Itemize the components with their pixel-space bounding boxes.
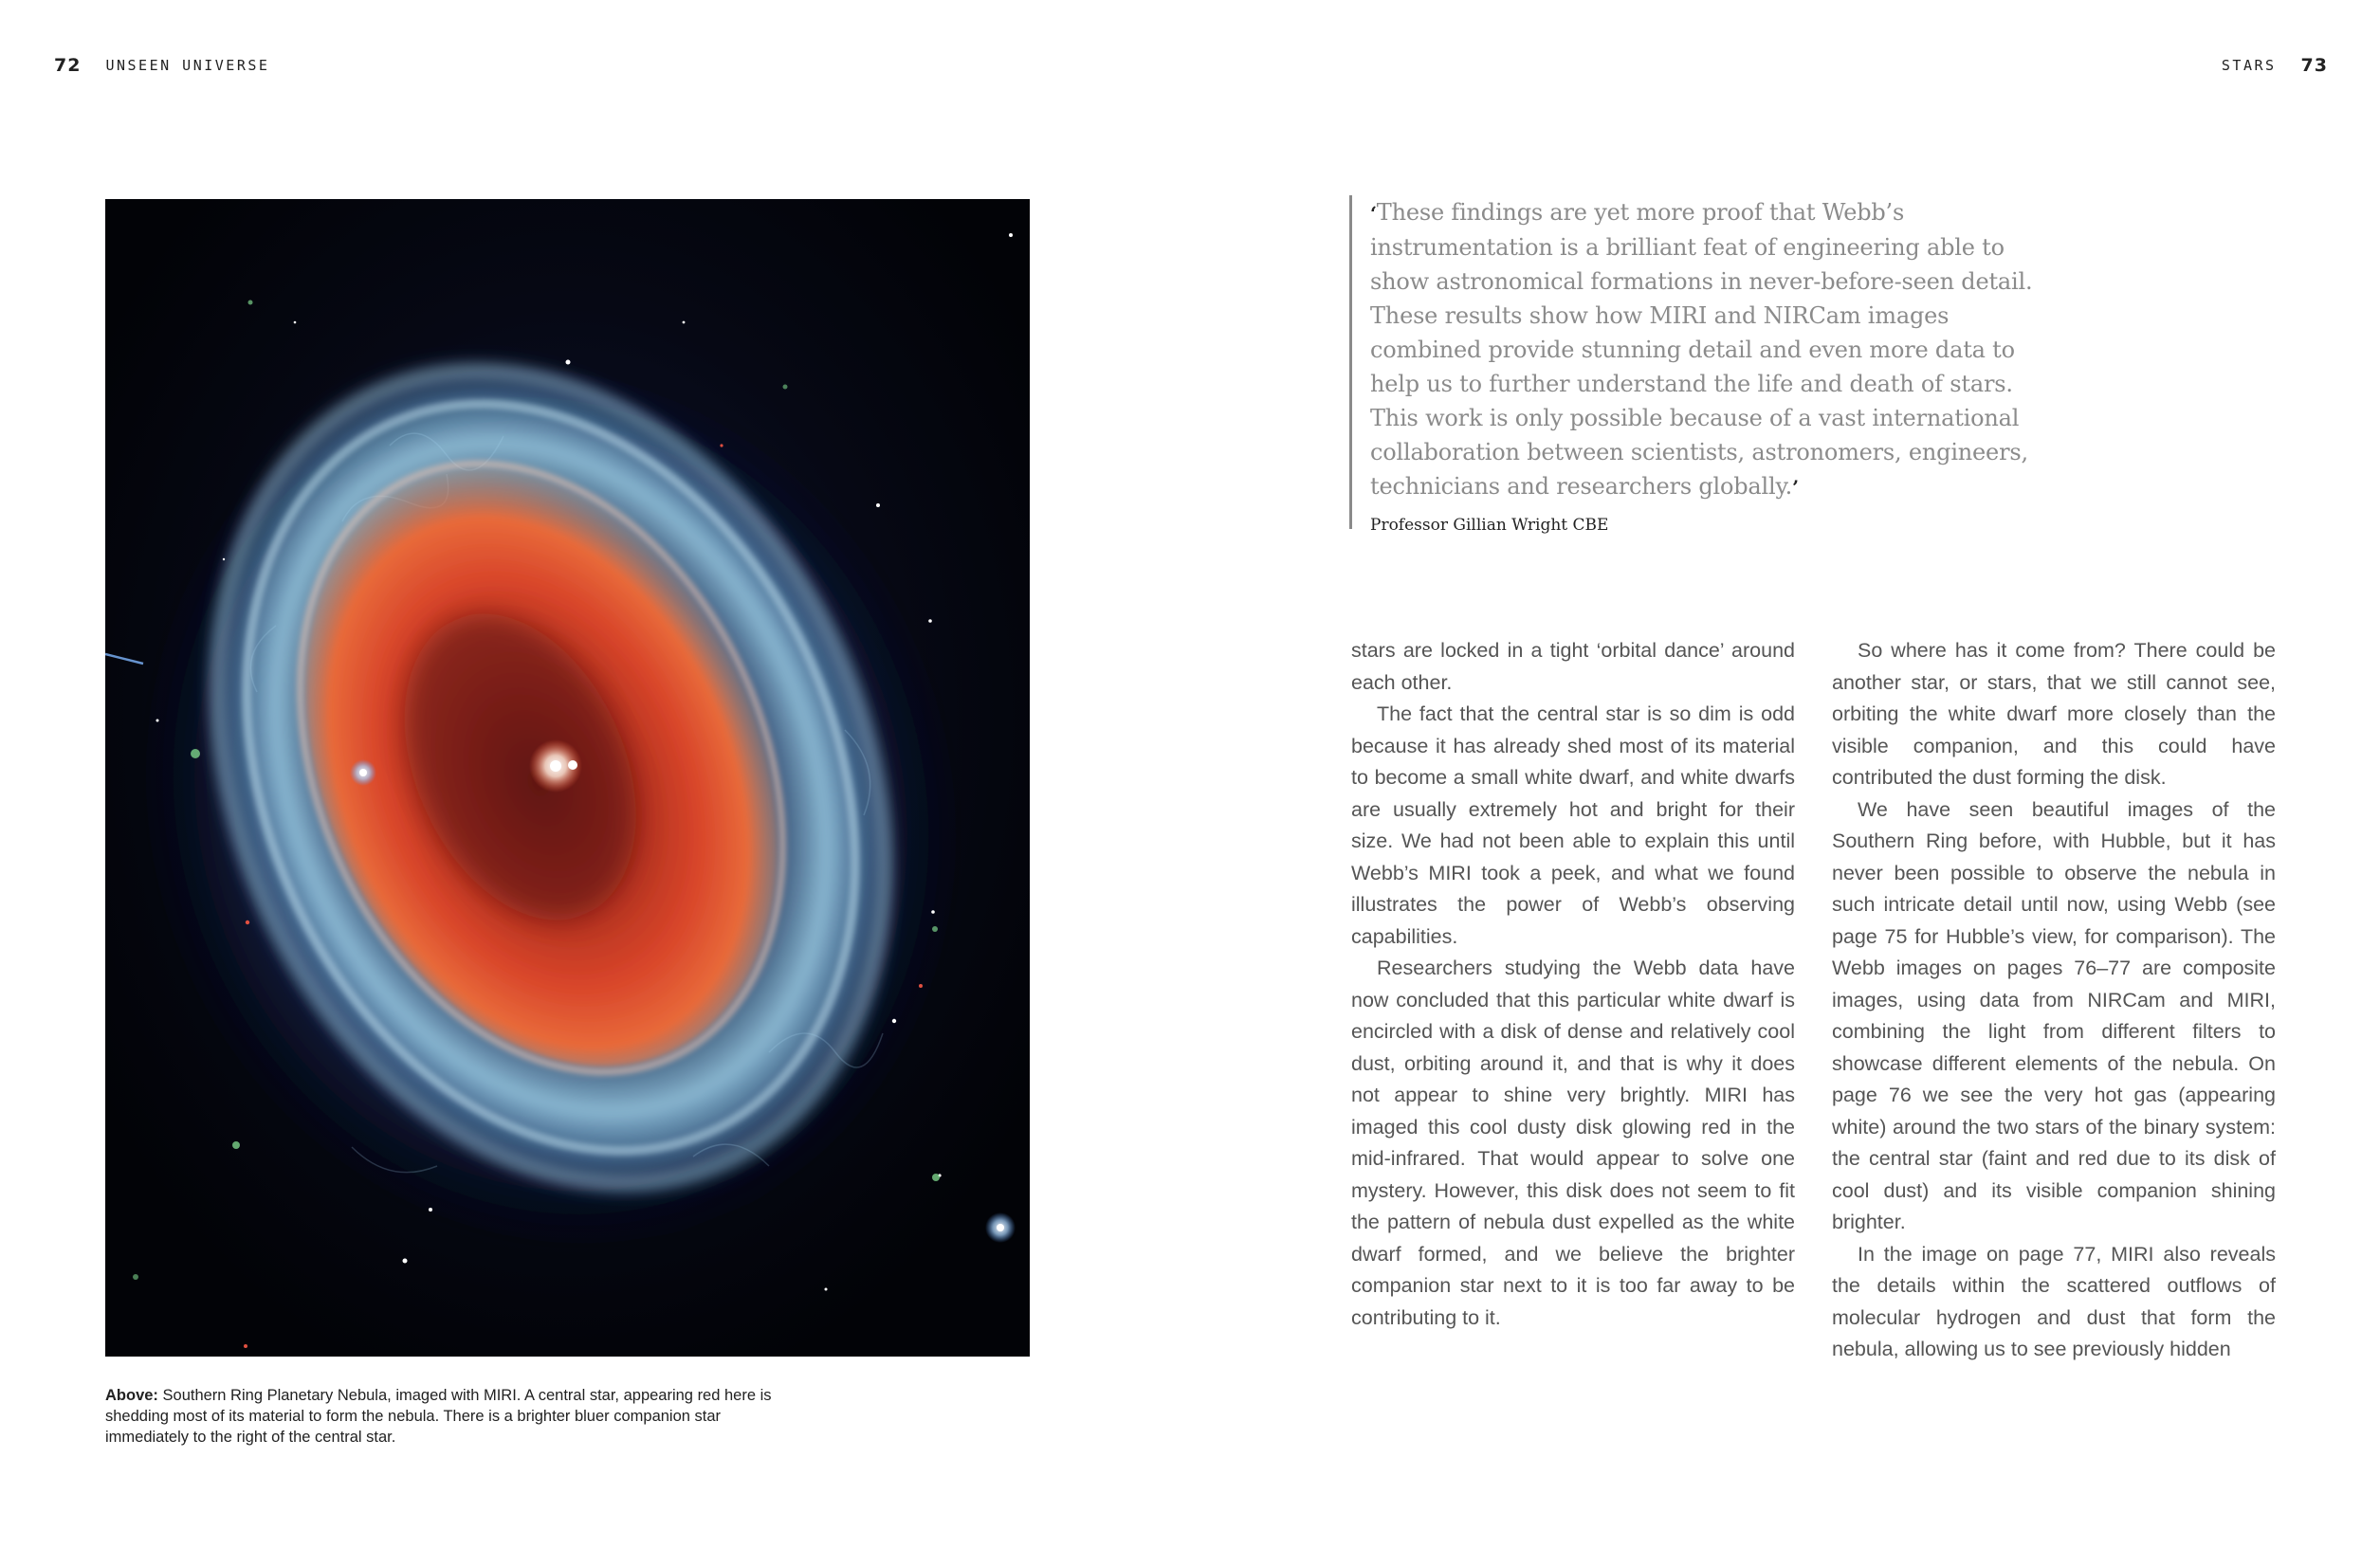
left-running-title: UNSEEN UNIVERSE bbox=[105, 57, 270, 74]
pull-quote bbox=[1349, 195, 2053, 535]
nebula-photo bbox=[105, 199, 1030, 1357]
image-caption bbox=[105, 1385, 788, 1448]
caption-lead: Above: bbox=[105, 1387, 158, 1404]
caption-text: Southern Ring Planetary Nebula, imaged with MIRI. A central star, appearing red here is shedding most of its material to form the nebula. There is a brighter bluer companion star immediately to the right of the central star. bbox=[105, 1387, 772, 1446]
right-page-number: 73 bbox=[2300, 55, 2328, 76]
body-column-left bbox=[1351, 635, 1795, 1334]
quote-close-mark: ’ bbox=[1792, 476, 1799, 499]
quote-open-mark: ‘ bbox=[1370, 202, 1377, 225]
paragraph: We have seen beautiful images of the Southern Ring before, with Hubble, but it has never been possible to observe the nebula in such intricate detail until now, using Webb (see page 75 for Hubble’s view, for comparison). The Webb images on pages 76–77 are composite images, using data from NIRCam and MIRI, combining the light from different filters to showcase different elements of the nebula. On page 76 we see the very hot gas (appearing white) around the two stars of the binary system: the central star (faint and red due to its disk of cool dust) and its visible companion shining brighter. bbox=[1832, 797, 2276, 1233]
paragraph: The fact that the central star is so dim is odd because it has already shed most of its material to become a small white dwarf, and white dwarfs are usually extremely hot and bright for their size. We had not been able to explain this until Webb’s MIRI took a peek, and what we found illustrates the power of Webb’s observing capabilities. bbox=[1351, 702, 1795, 948]
right-running-head bbox=[2222, 55, 2328, 76]
quote-text: These findings are yet more proof that Webb’s instrumentation is a brilliant feat of engineering able to show astronomical formations in never-before-seen detail. These results show how MIRI and NIRCam images combined provide stunning detail and even more data to help us to further understand the life and death of stars. This work is only possible because of a vast international collaboration between scientists, astronomers, engineers, technicians and researchers globally. bbox=[1370, 199, 2033, 500]
nebula-photo-icon bbox=[105, 199, 1030, 1357]
right-running-title: STARS bbox=[2221, 57, 2277, 74]
quote-attribution: Professor Gillian Wright CBE bbox=[1370, 516, 1609, 535]
paragraph: So where has it come from? There could be another star, or stars, that we still cannot see, orbiting the white dwarf more closely than the visible companion, and this could have contributed the dust forming the disk. bbox=[1832, 639, 2276, 789]
paragraph: In the image on page 77, MIRI also reveals the details within the scattered outflows of molecular hydrogen and dust that form the nebula, allowing us to see previously hidden bbox=[1832, 1242, 2276, 1360]
left-page-number: 72 bbox=[54, 55, 82, 76]
paragraph: stars are locked in a tight ‘orbital dance’ around each other. bbox=[1351, 639, 1795, 694]
left-running-head bbox=[54, 55, 269, 76]
body-column-right bbox=[1832, 635, 2276, 1366]
quote-text-block bbox=[1370, 195, 2053, 504]
paragraph: Researchers studying the Webb data have now concluded that this particular white dwarf is encircled with a disk of dense and relatively cool dust, orbiting around it, and that is why it does not appear to shine very brightly. MIRI has imaged this cool dusty disk glowing red in the mid-infrared. That would appear to solve one mystery. However, this disk does not seem to fit the pattern of nebula dust expelled as the white dwarf formed, and we believe the brighter companion star next to it is too far away to be contributing to it. bbox=[1351, 957, 1795, 1329]
